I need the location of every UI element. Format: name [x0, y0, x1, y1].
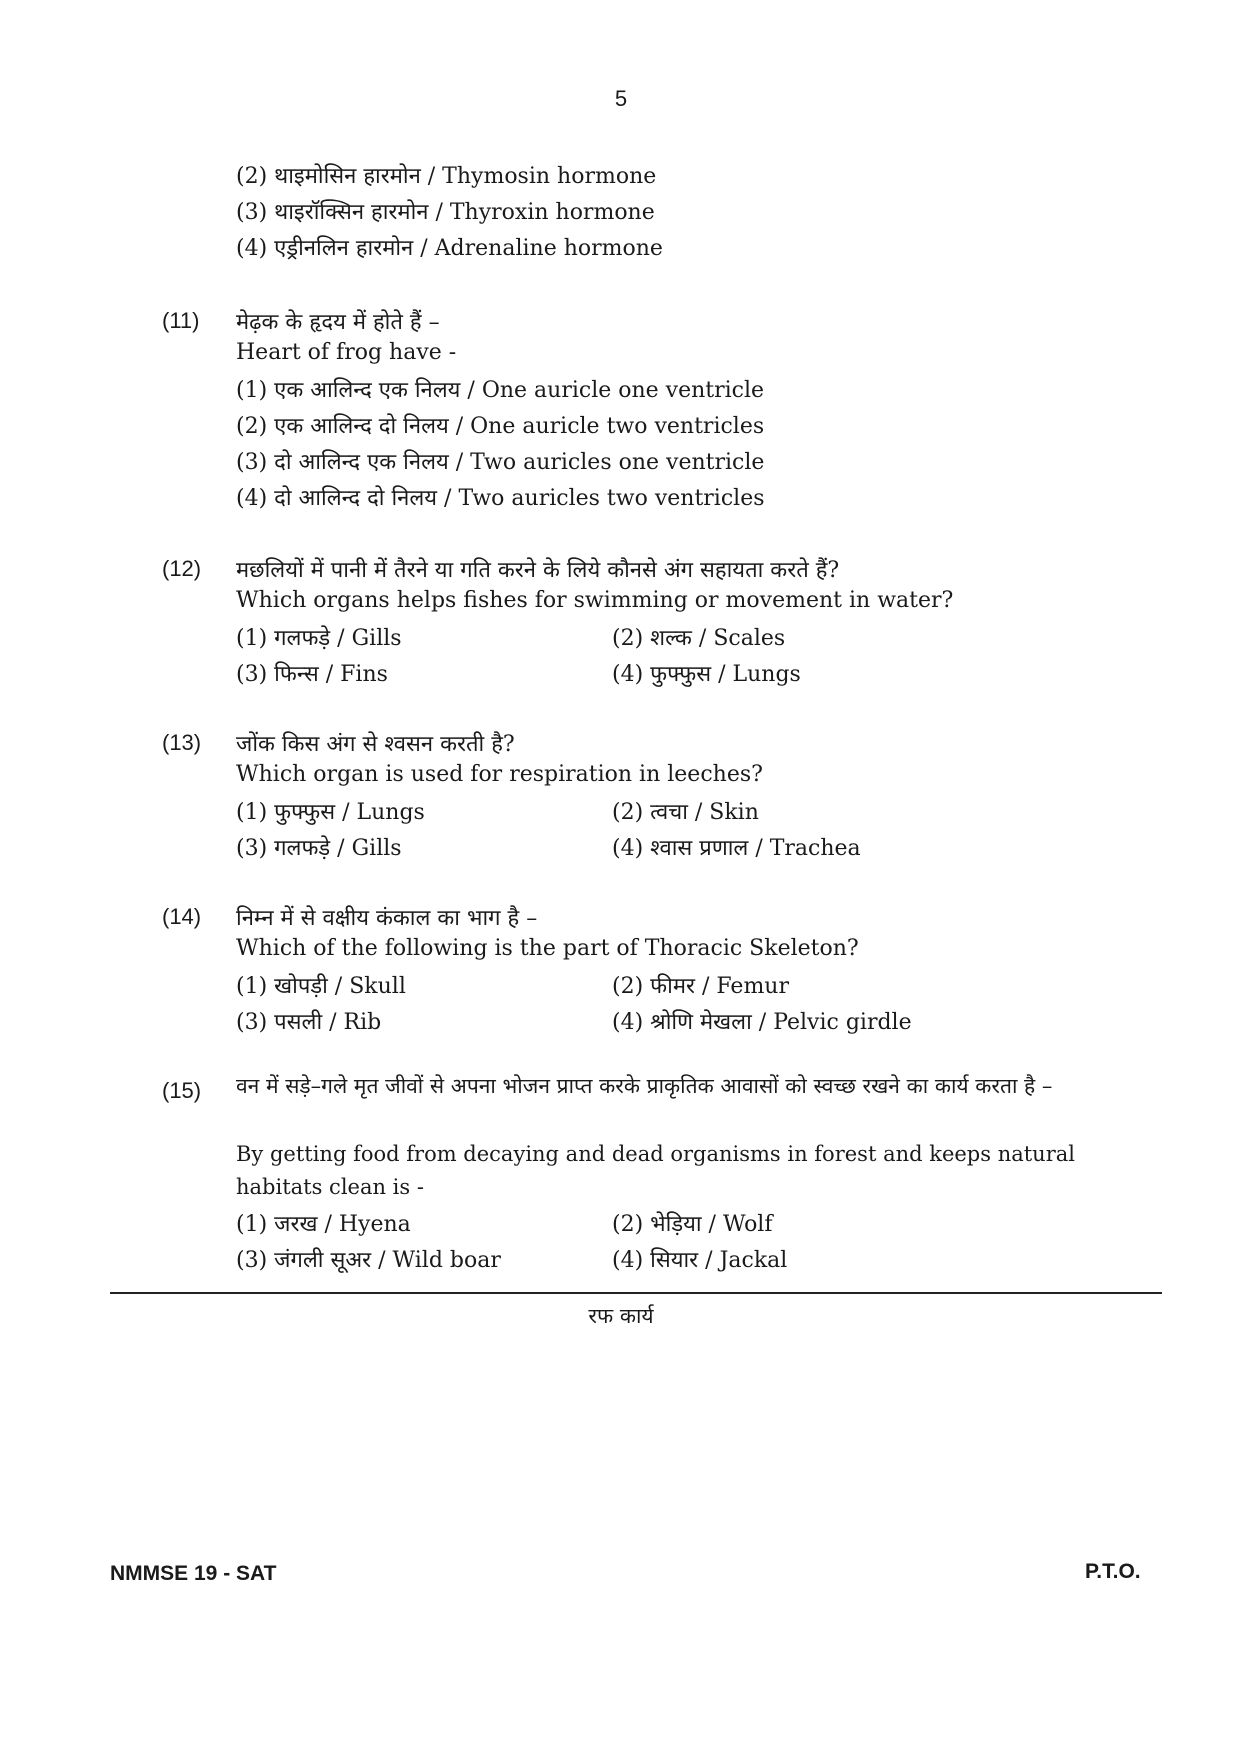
question-english: By getting food from decaying and dead organisms in forest and keeps natural habitats clean is -	[236, 1142, 1075, 1199]
option-1: (1) गलफड़े / Gills	[236, 626, 402, 651]
option-3: (3) पसली / Rib	[236, 1010, 382, 1035]
option-3: (3) गलफड़े / Gills	[236, 836, 402, 861]
question-english: Which organ is used for respiration in leeches?	[236, 762, 763, 787]
question-english: Which organs helps fishes for swimming or movement in water?	[236, 588, 954, 613]
option-4: (4) फुफ्फुस / Lungs	[612, 662, 801, 687]
question-hindi: निम्न में से वक्षीय कंकाल का भाग है –	[236, 906, 538, 931]
option-4: (4) सियार / Jackal	[612, 1248, 788, 1273]
page-number: 5	[614, 86, 628, 111]
question-english: Which of the following is the part of Thoracic Skeleton?	[236, 936, 859, 961]
question-number: (14)	[162, 904, 202, 929]
option-4: (4) श्वास प्रणाल / Trachea	[612, 836, 861, 861]
question-number: (12)	[162, 556, 202, 581]
question-hindi: मछलियों में पानी में तैरने या गति करने के लिये कौनसे अंग सहायता करते हैं?	[236, 558, 840, 583]
option-2: (2) फीमर / Femur	[612, 974, 789, 999]
question-number: (15)	[162, 1078, 202, 1103]
question-english: Heart of frog have -	[236, 340, 457, 365]
option-1: (1) खोपड़ी / Skull	[236, 974, 406, 999]
question-hindi: मेढ़क के हृदय में होते हैं –	[236, 310, 440, 335]
footer-exam-code: NMMSE 19 - SAT	[110, 1562, 277, 1585]
option-1: (1) एक आलिन्द एक निलय / One auricle one ventricle	[236, 378, 765, 403]
option-4: (4) दो आलिन्द दो निलय / Two auricles two ventricles	[236, 486, 765, 511]
option-2: (2) शल्क / Scales	[612, 626, 786, 651]
question-hindi: वन में सड़े–गले मृत जीवों से अपना भोजन प्राप्त करके प्राकृतिक आवासों को स्वच्छ रखने का कार्य करता है –	[236, 1074, 1053, 1098]
option-3: (3) जंगली सूअर / Wild boar	[236, 1248, 501, 1273]
q10-option-3: (3) थाइरॉक्सिन हारमोन / Thyroxin hormone	[236, 200, 655, 225]
q10-option-4: (4) एड्रीनलिन हारमोन / Adrenaline hormone	[236, 236, 663, 261]
option-1: (1) फुफ्फुस / Lungs	[236, 800, 425, 825]
question-number: (13)	[162, 730, 202, 755]
question-hindi: जोंक किस अंग से श्वसन करती है?	[236, 732, 515, 757]
option-2: (2) त्वचा / Skin	[612, 800, 759, 825]
question-number: (11)	[162, 308, 200, 333]
q10-option-2: (2) थाइमोसिन हारमोन / Thymosin hormone	[236, 164, 657, 189]
option-2: (2) एक आलिन्द दो निलय / One auricle two ventricles	[236, 414, 765, 439]
option-4: (4) श्रोणि मेखला / Pelvic girdle	[612, 1010, 912, 1035]
option-2: (2) भेड़िया / Wolf	[612, 1212, 773, 1237]
option-3: (3) फिन्स / Fins	[236, 662, 388, 687]
footer-pto: P.T.O.	[1085, 1560, 1141, 1583]
option-3: (3) दो आलिन्द एक निलय / Two auricles one ventricle	[236, 450, 765, 475]
divider	[110, 1292, 1162, 1294]
option-1: (1) जरख / Hyena	[236, 1212, 411, 1237]
rough-work-label: रफ कार्य	[588, 1304, 654, 1328]
